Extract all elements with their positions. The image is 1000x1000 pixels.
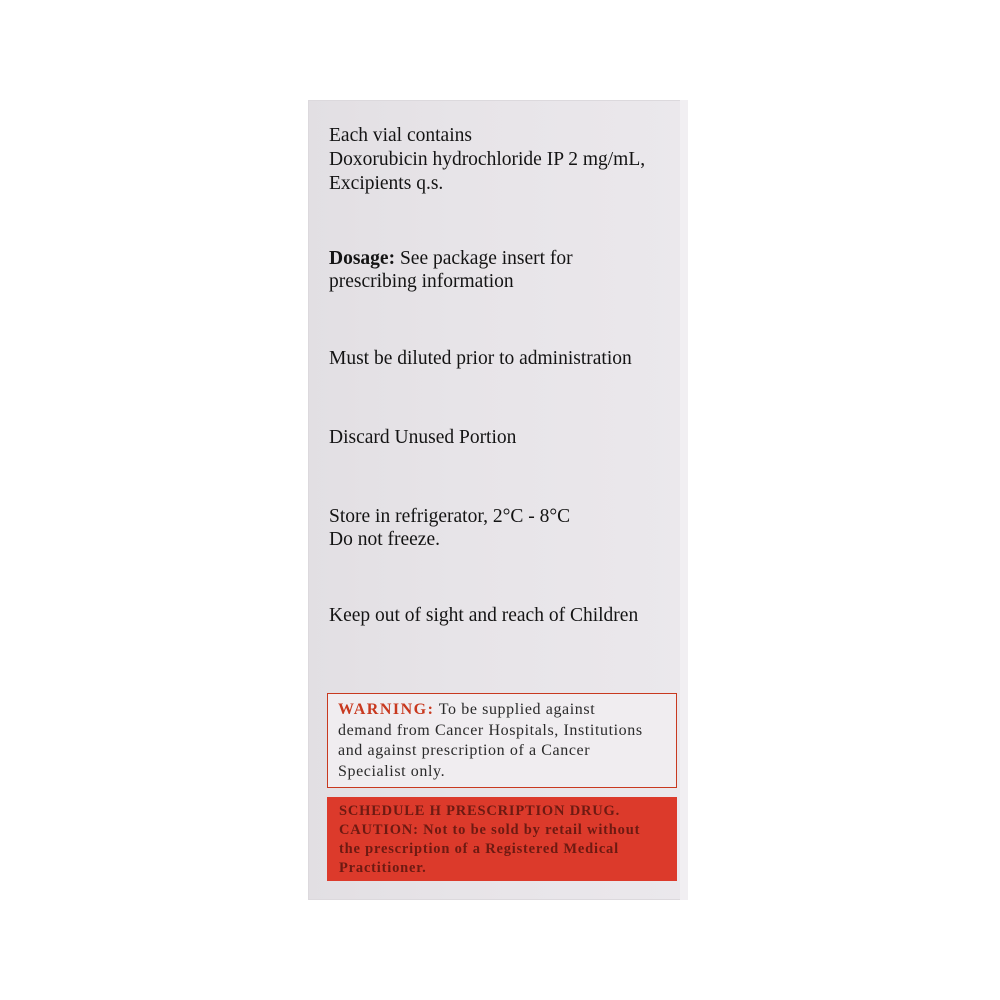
warning-label: WARNING: xyxy=(338,701,435,718)
composition-line-3: Excipients q.s. xyxy=(329,173,444,194)
warning-line-3: and against prescription of a Cancer xyxy=(338,742,591,759)
composition-line-2: Doxorubicin hydrochloride IP 2 mg/mL, xyxy=(329,149,646,170)
warning-line-4: Specialist only. xyxy=(338,762,446,780)
schedule-line-4: Practitioner. xyxy=(339,860,427,876)
warning-text: To be supplied against xyxy=(434,701,596,718)
dosage-label: Dosage: xyxy=(329,248,396,269)
warning-line-1 xyxy=(338,700,669,721)
storage-line-2: Do not freeze. xyxy=(329,529,440,550)
children-note: Keep out of sight and reach of Children xyxy=(329,605,639,626)
warning-box xyxy=(327,693,677,788)
dosage-line-2: prescribing information xyxy=(329,271,514,292)
composition-line-1: Each vial contains xyxy=(329,125,472,146)
dosage-text: See package insert for xyxy=(395,248,573,269)
discard-note: Discard Unused Portion xyxy=(329,427,517,448)
dosage-line-1 xyxy=(329,247,573,271)
schedule-h-box xyxy=(327,797,677,881)
schedule-line-3: the prescription of a Registered Medical xyxy=(339,841,619,857)
schedule-line-2: CAUTION: Not to be sold by retail without xyxy=(339,822,641,838)
warning-line-2: demand from Cancer Hospitals, Institutions xyxy=(338,721,643,739)
carton-edge xyxy=(680,100,688,900)
storage-line-1: Store in refrigerator, 2°C - 8°C xyxy=(329,506,571,527)
schedule-line-1: SCHEDULE H PRESCRIPTION DRUG. xyxy=(339,803,621,819)
dilution-note: Must be diluted prior to administration xyxy=(329,348,632,369)
